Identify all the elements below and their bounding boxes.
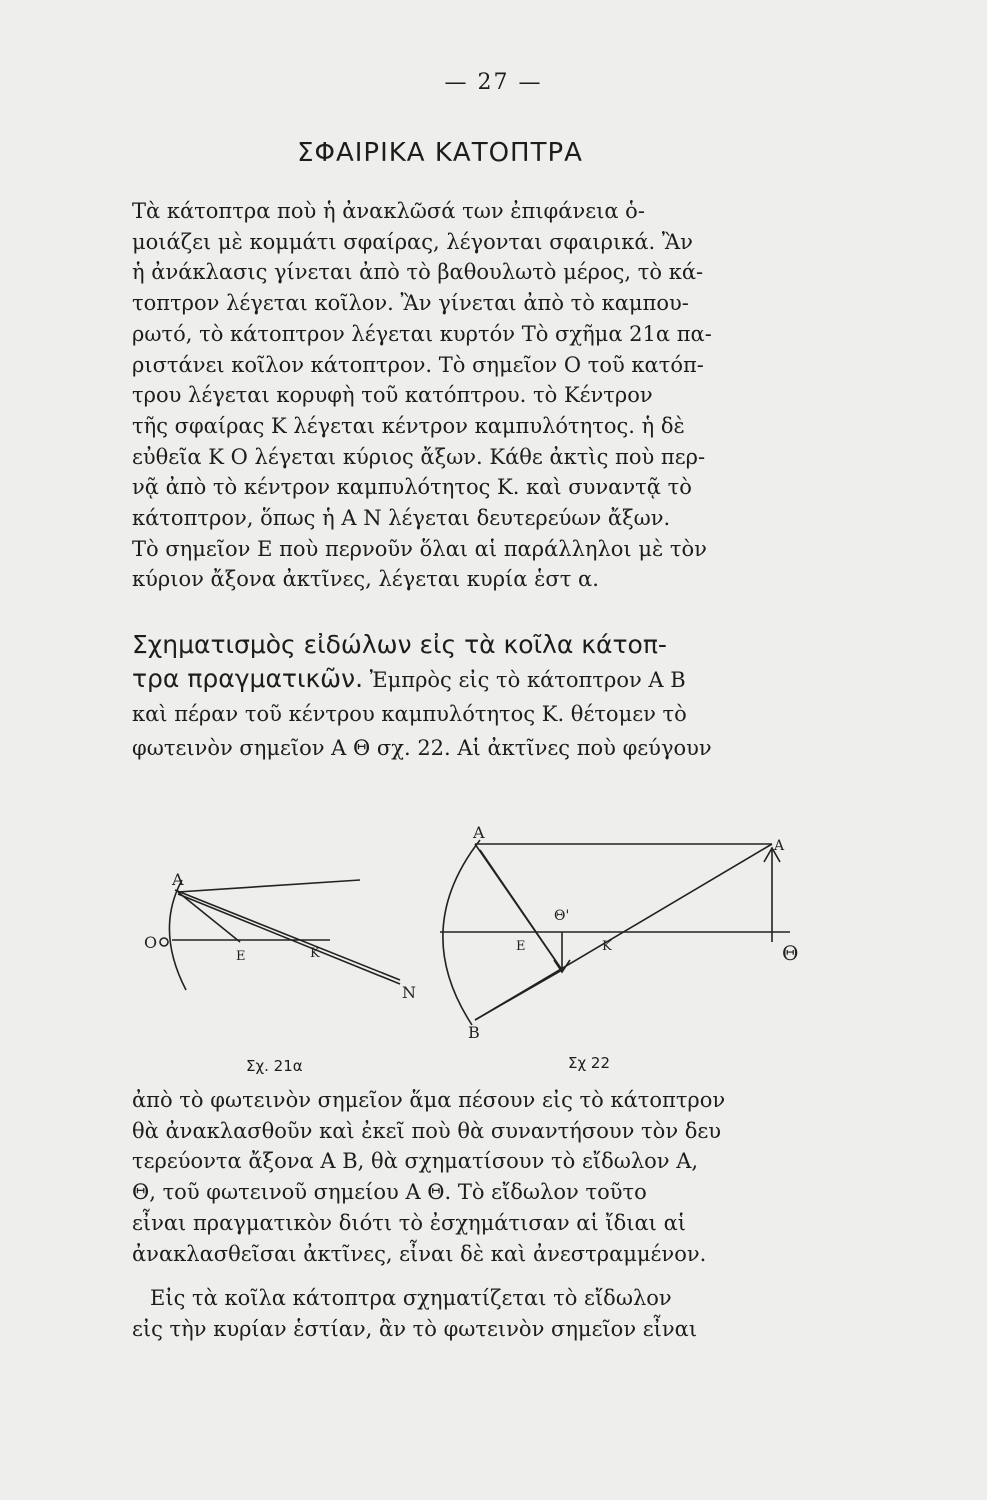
text-line: εἶναι πραγματικὸν διότι τὸ ἐσχημάτισαν αἱ ἴδιαι αἱ [132,1210,686,1235]
label-k-22: Κ [602,939,612,954]
paragraph-3 [132,1085,822,1269]
label-a-22: Α [473,823,485,842]
paragraph-1 [132,196,822,595]
label-k-21a: Κ [310,946,320,961]
reflected-ray-bottom [475,970,562,1020]
label-theta-prime-22: Θ' [554,908,570,924]
page-title: ΣΦΑΙΡΙΚΑ ΚΑΤΟΠΤΡΑ [297,138,583,168]
text-line: θὰ ἀνακλασθοῦν καὶ ἐκεῖ ποὺ θὰ συναντήσουν τὸν δευ [132,1118,722,1143]
figure-21a-caption: Σχ. 21α [246,1057,303,1075]
paragraph-4 [132,1283,822,1344]
figures [144,820,830,1080]
label-e-21a: Ε [236,949,246,964]
secondary-axis [175,890,400,980]
text-line: φωτεινὸν σημεῖον Α Θ σχ. 22. Αἱ ἀκτῖνες ποὺ φεύγουν [132,736,712,760]
label-a-prime-22: Α [774,838,785,854]
parallel-ray [178,880,360,892]
section-heading-end: τρα πραγματικῶν. [132,664,364,693]
label-o-21a: Ο [144,933,158,952]
text-line: ἀνακλασθεῖσαι ἀκτῖνες, εἶναι δὲ καὶ ἀνεστραμμένον. [132,1241,707,1266]
vertex-point [160,938,168,946]
text-line: Θ, τοῦ φωτεινοῦ σημείου Α Θ. Τὸ εἴδωλον τοῦτο [132,1180,647,1205]
text-line: ριστάνει κοῖλον κάτοπτρον. Τὸ σημεῖον Ο τοῦ κατόπ- [132,352,704,377]
text-line: Τὰ κάτοπτρα ποὺ ἡ ἀνακλῶσά των ἐπιφάνεια ὁ- [132,199,645,223]
page-number: — 27 — [444,70,543,95]
text-line: Τὸ σημεῖον Ε ποὺ περνοῦν ὅλαι αἱ παράλληλοι μὲ τὸν [132,536,707,561]
figure-22-diagram [440,840,790,1025]
text-line: Ἐμπρὸς εἰς τὸ κάτοπτρον Α Β [363,668,686,692]
label-b-22: Β [468,1023,480,1042]
figure-22-caption: Σχ 22 [568,1054,610,1072]
text-line: νᾷ ἀπὸ τὸ κέντρον καμπυλότητος Κ. καὶ συναντᾷ τὸ [132,475,692,500]
label-e-22: Ε [516,939,526,954]
text-line: ἀπὸ τὸ φωτεινὸν σημεῖον ἅμα πέσουν εἰς τὸ κάτοπτρον [132,1088,726,1112]
text-line: τοπτρον λέγεται κοῖλον. Ἂν γίνεται ἀπὸ τὸ καμπου- [132,291,689,316]
text-line: ἡ ἀνάκλασις γίνεται ἀπὸ τὸ βαθουλωτὸ μέρος, τὸ κά- [132,260,704,285]
text-line: τρου λέγεται κορυφὴ τοῦ κατόπτρου. τὸ Κέντρον [132,383,653,408]
text-line: τερεύοντα ἄξονα Α Β, θὰ σχηματίσουν τὸ εἴδωλον Α, [132,1149,699,1174]
text-line: εἰς τὴν κυρίαν ἑστίαν, ἂν τὸ φωτεινὸν σημεῖον εἶναι [132,1316,698,1341]
ray-through-center [178,894,400,984]
text-line: εὐθεῖα Κ Ο λέγεται κύριος ἄξων. Κάθε ἀκτὶς ποὺ περ- [132,444,706,469]
label-n-21a: Ν [402,983,416,1002]
text-line: τῆς σφαίρας Κ λέγεται κέντρον καμπυλότητος. ἡ δὲ [132,413,685,438]
label-a-21a: Α [172,870,184,889]
text-line: καὶ πέραν τοῦ κέντρου καμπυλότητος Κ. θέτομεν τὸ [132,702,687,726]
text-line: Εἰς τὰ κοῖλα κάτοπτρα σχηματίζεται τὸ εἴδωλον [150,1286,672,1310]
label-theta-22: Θ [782,941,799,965]
text-line: μοιάζει μὲ κομμάτι σφαίρας, λέγονται σφαιρικά. Ἂν [132,229,693,254]
text-line: κάτοπτρον, ὅπως ἡ Α Ν λέγεται δευτερεύων ἄξων. [132,506,671,531]
figure-21a-diagram [160,880,400,990]
reflected-ray [178,892,240,942]
section-heading: Σχηματισμὸς εἰδώλων εἰς τὰ κοῖλα κάτοπ- [132,630,667,659]
text-line: κύριον ἄξονα ἀκτῖνες, λέγεται κυρία ἑστ α. [132,567,599,592]
paragraph-2 [132,628,822,765]
text-line: ρωτό, τὸ κάτοπτρον λέγεται κυρτόν Τὸ σχῆμα 21α πα- [132,321,712,346]
